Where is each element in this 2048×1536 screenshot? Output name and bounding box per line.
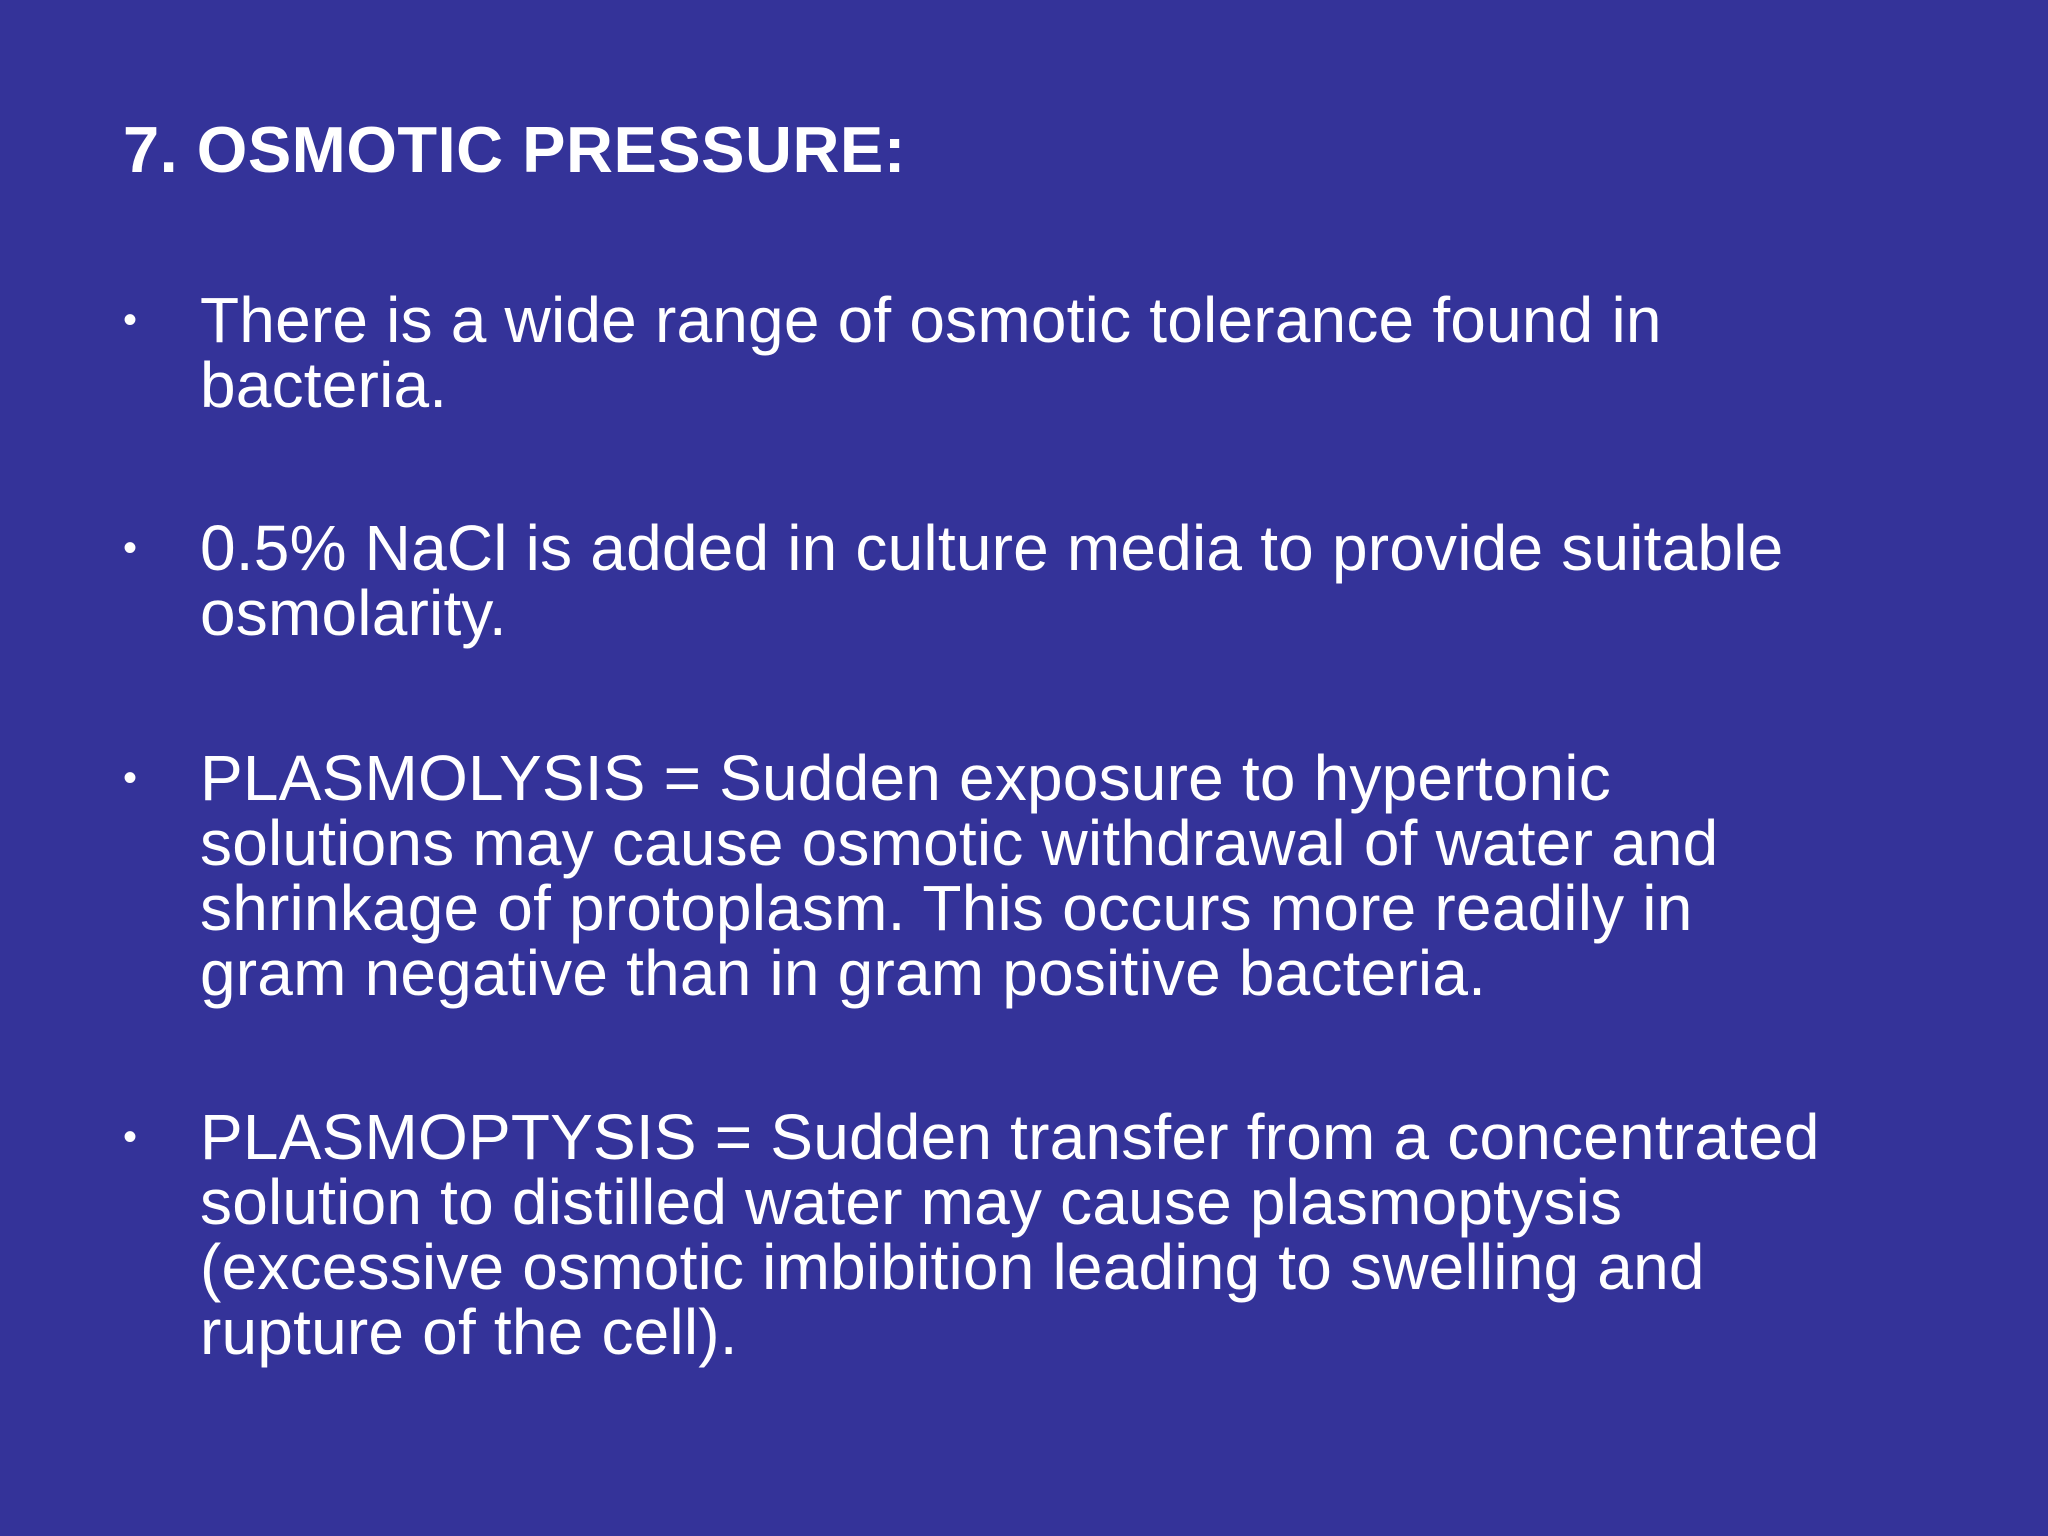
bullet-icon: • xyxy=(123,756,138,800)
bullet-icon: • xyxy=(123,298,138,342)
bullet-text: 0.5% NaCl is added in culture media to provide suitable osmolarity. xyxy=(200,512,1784,649)
bullet-icon: • xyxy=(123,1115,138,1159)
bullet-text: PLASMOLYSIS = Sudden exposure to hypertonic solutions may cause osmotic withdrawal of water and shrinkage of protoplasm. This occurs more readily in gram negative than in gram positive bacteria. xyxy=(200,742,1719,1009)
bullet-item xyxy=(123,742,2003,1009)
bullet-text: There is a wide range of osmotic tolerance found in bacteria. xyxy=(200,284,1662,421)
slide-title: 7. OSMOTIC PRESSURE: xyxy=(123,113,906,186)
bullet-text: PLASMOPTYSIS = Sudden transfer from a concentrated solution to distilled water may cause plasmoptysis (excessive osmotic imbibition leading to swelling and rupture of the cell). xyxy=(200,1101,1820,1368)
bullet-item xyxy=(123,512,2003,649)
bullet-item xyxy=(123,284,2003,421)
bullet-item xyxy=(123,1101,2003,1368)
bullet-icon: • xyxy=(123,526,138,570)
